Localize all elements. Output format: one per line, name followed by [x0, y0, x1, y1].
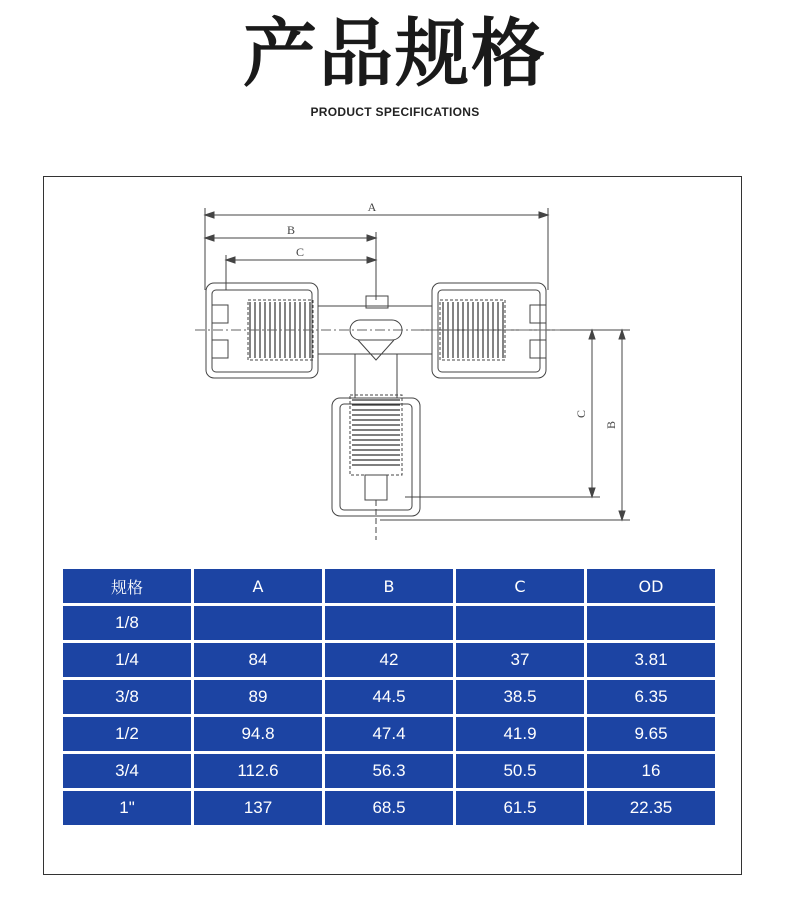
header-b: B	[325, 569, 453, 603]
cell-spec: 3/4	[63, 754, 191, 788]
cell-od	[587, 606, 715, 640]
dim-c-label: C	[295, 245, 305, 259]
cell-c: 50.5	[456, 754, 584, 788]
table-row	[63, 754, 715, 788]
dim-b-vertical-label: B	[604, 420, 618, 430]
cell-spec: 1/2	[63, 717, 191, 751]
table-header-row	[63, 569, 715, 603]
header-spec: 规格	[63, 569, 191, 603]
table-row	[63, 791, 715, 825]
cell-od: 6.35	[587, 680, 715, 714]
cell-od: 22.35	[587, 791, 715, 825]
cell-od: 3.81	[587, 643, 715, 677]
cell-c: 37	[456, 643, 584, 677]
cell-c: 41.9	[456, 717, 584, 751]
cell-a: 137	[194, 791, 322, 825]
header-od: OD	[587, 569, 715, 603]
page-subtitle: PRODUCT SPECIFICATIONS	[310, 105, 480, 119]
tee-fitting-diagram	[150, 190, 640, 550]
table-row	[63, 643, 715, 677]
dim-c-vertical-label: C	[574, 409, 588, 419]
cell-c: 38.5	[456, 680, 584, 714]
cell-a: 112.6	[194, 754, 322, 788]
cell-c: 61.5	[456, 791, 584, 825]
cell-b: 56.3	[325, 754, 453, 788]
cell-c	[456, 606, 584, 640]
cell-b: 47.4	[325, 717, 453, 751]
cell-spec: 1"	[63, 791, 191, 825]
header-a: A	[194, 569, 322, 603]
cell-spec: 3/8	[63, 680, 191, 714]
cell-a	[194, 606, 322, 640]
cell-spec: 1/4	[63, 643, 191, 677]
cell-a: 84	[194, 643, 322, 677]
cell-od: 16	[587, 754, 715, 788]
cell-b: 68.5	[325, 791, 453, 825]
tee-body	[318, 296, 432, 398]
cell-a: 94.8	[194, 717, 322, 751]
table-row	[63, 717, 715, 751]
dim-b-label: B	[286, 223, 296, 237]
header-c: C	[456, 569, 584, 603]
dim-a-label: A	[367, 200, 377, 214]
page-title: 产品规格	[243, 11, 547, 97]
cell-b: 44.5	[325, 680, 453, 714]
cell-od: 9.65	[587, 717, 715, 751]
cell-a: 89	[194, 680, 322, 714]
cell-b: 42	[325, 643, 453, 677]
cell-spec: 1/8	[63, 606, 191, 640]
bottom-nut	[332, 395, 420, 540]
table-row	[63, 680, 715, 714]
spec-table	[60, 566, 718, 828]
table-row	[63, 606, 715, 640]
cell-b	[325, 606, 453, 640]
